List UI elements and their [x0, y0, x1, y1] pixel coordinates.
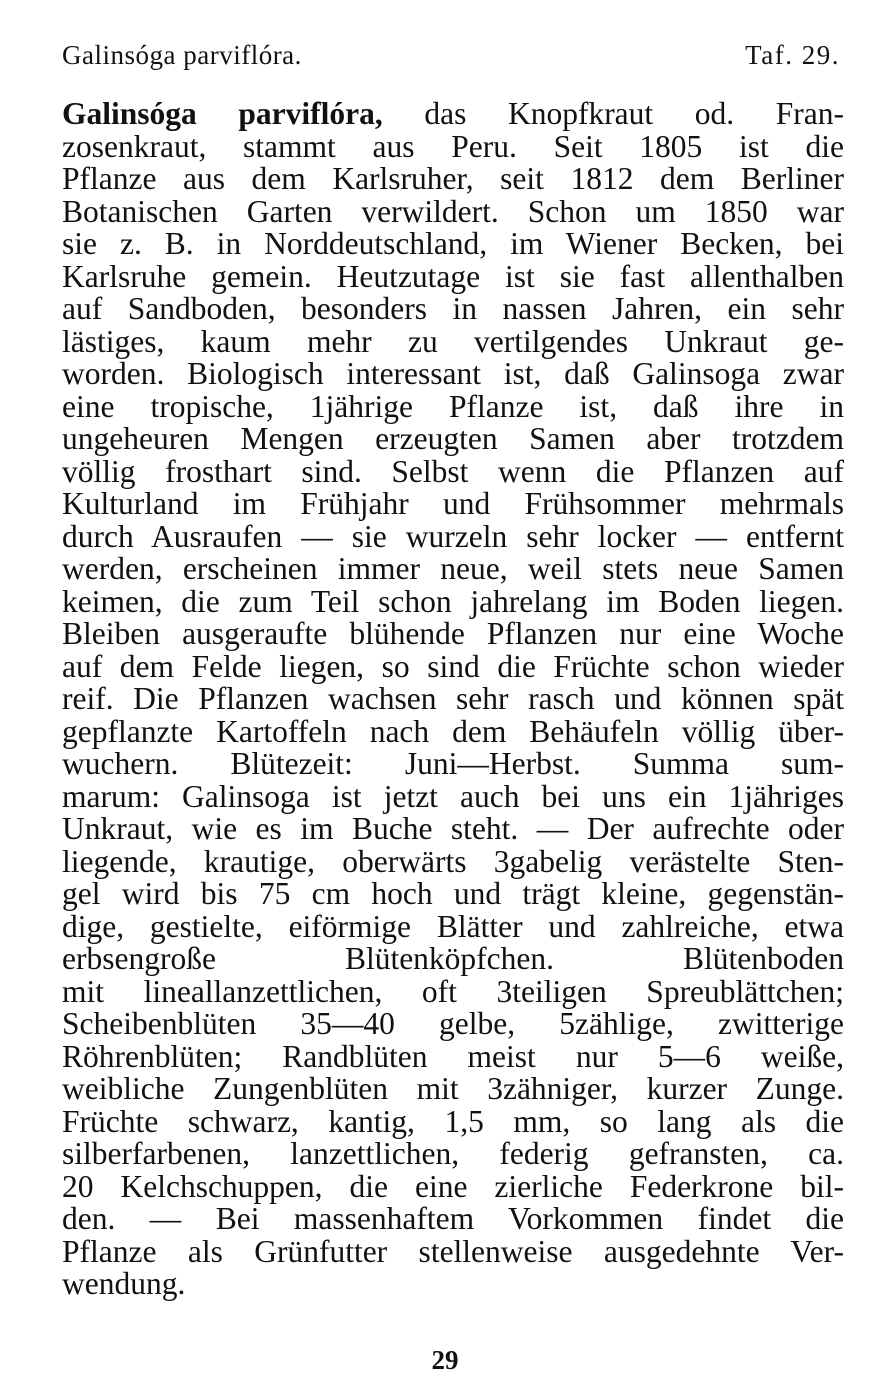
- text-line: marum: Galinsoga ist jetzt auch bei uns ein 1jähriges: [62, 778, 844, 814]
- text-line: gepflanzte Kartoffeln nach dem Behäufeln völlig über-: [62, 713, 844, 749]
- text-line: mit lineallanzettlichen, oft 3teiligen Spreublättchen;: [62, 973, 844, 1009]
- text-line: Pflanze als Grünfutter stellenweise ausgedehnte Ver-: [62, 1233, 844, 1269]
- text-line: worden. Biologisch interessant ist, daß Galinsoga zwar: [62, 356, 844, 391]
- text-line: völlig frosthart sind. Selbst wenn die Pflanzen auf: [62, 453, 844, 489]
- text-line: weibliche Zungenblüten mit 3zähniger, kurzer Zunge.: [62, 1071, 844, 1106]
- text-line: Pflanze aus dem Karlsruher, seit 1812 dem Berliner: [62, 161, 844, 196]
- text-line: Unkraut, wie es im Buche steht. — Der aufrechte oder: [62, 811, 844, 846]
- species-description: [62, 98, 844, 1301]
- text-line: eine tropische, 1jährige Pflanze ist, daß ihre in: [62, 388, 844, 424]
- text-line: dige, gestielte, eiförmige Blätter und zahlreiche, etwa: [62, 908, 844, 944]
- text-line: liegende, krautige, oberwärts 3gabelig verästelte Sten-: [62, 843, 844, 879]
- species-name: Galinsóga parviflóra,: [62, 96, 383, 131]
- text-line: Früchte schwarz, kantig, 1,5 mm, so lang als die: [62, 1103, 844, 1139]
- text-line: Bleiben ausgeraufte blühende Pflanzen nur eine Woche: [62, 616, 844, 651]
- header-plate-number: Taf. 29.: [745, 40, 840, 70]
- header-species-title: Galinsóga parviflóra.: [62, 40, 302, 70]
- text-line: Botanischen Garten verwildert. Schon um 1850 war: [62, 193, 844, 229]
- text-line: werden, erscheinen immer neue, weil stets neue Samen: [62, 551, 844, 586]
- text-line: Karlsruhe gemein. Heutzutage ist sie fast allenthalben: [62, 258, 844, 294]
- text-line: ungeheuren Mengen erzeugten Samen aber trotzdem: [62, 421, 844, 456]
- text-line: 20 Kelchschuppen, die eine zierliche Federkrone bil-: [62, 1168, 844, 1204]
- text-line: Röhrenblüten; Randblüten meist nur 5—6 weiße,: [62, 1038, 844, 1074]
- text-line: keimen, die zum Teil schon jahrelang im Boden liegen.: [62, 583, 844, 619]
- text-line: den. — Bei massenhaftem Vorkommen findet die: [62, 1201, 844, 1236]
- text-line: wuchern. Blütezeit: Juni—Herbst. Summa sum-: [62, 746, 844, 781]
- text-line: Scheibenblüten 35—40 gelbe, 5zählige, zwitterige: [62, 1006, 844, 1041]
- text-line: auf Sandboden, besonders in nassen Jahren, ein sehr: [62, 291, 844, 326]
- text-line: auf dem Felde liegen, so sind die Früchte schon wieder: [62, 648, 844, 684]
- text-line: gel wird bis 75 cm hoch und trägt kleine, gegenstän-: [62, 876, 844, 911]
- text-line: sie z. B. in Norddeutschland, im Wiener Becken, bei: [62, 226, 844, 261]
- running-header: [62, 40, 840, 80]
- page-number: 29: [431, 1345, 459, 1375]
- text-line: zosenkraut, stammt aus Peru. Seit 1805 ist die: [62, 128, 844, 164]
- text-line: Kulturland im Frühjahr und Frühsommer mehrmals: [62, 486, 844, 521]
- text-line: lästiges, kaum mehr zu vertilgendes Unkraut ge-: [62, 323, 844, 359]
- text-line: wendung.: [62, 1266, 186, 1301]
- text-line: erbsengroße Blütenköpfchen. Blütenboden: [62, 941, 844, 976]
- text-line: reif. Die Pflanzen wachsen sehr rasch und können spät: [62, 681, 844, 716]
- text-line: Galinsóga parviflóra, das Knopfkraut od. Fran-: [62, 96, 844, 131]
- text-line: durch Ausraufen — sie wurzeln sehr locker — entfernt: [62, 518, 844, 554]
- text-line: silberfarbenen, lanzettlichen, federig gefransten, ca.: [62, 1136, 844, 1171]
